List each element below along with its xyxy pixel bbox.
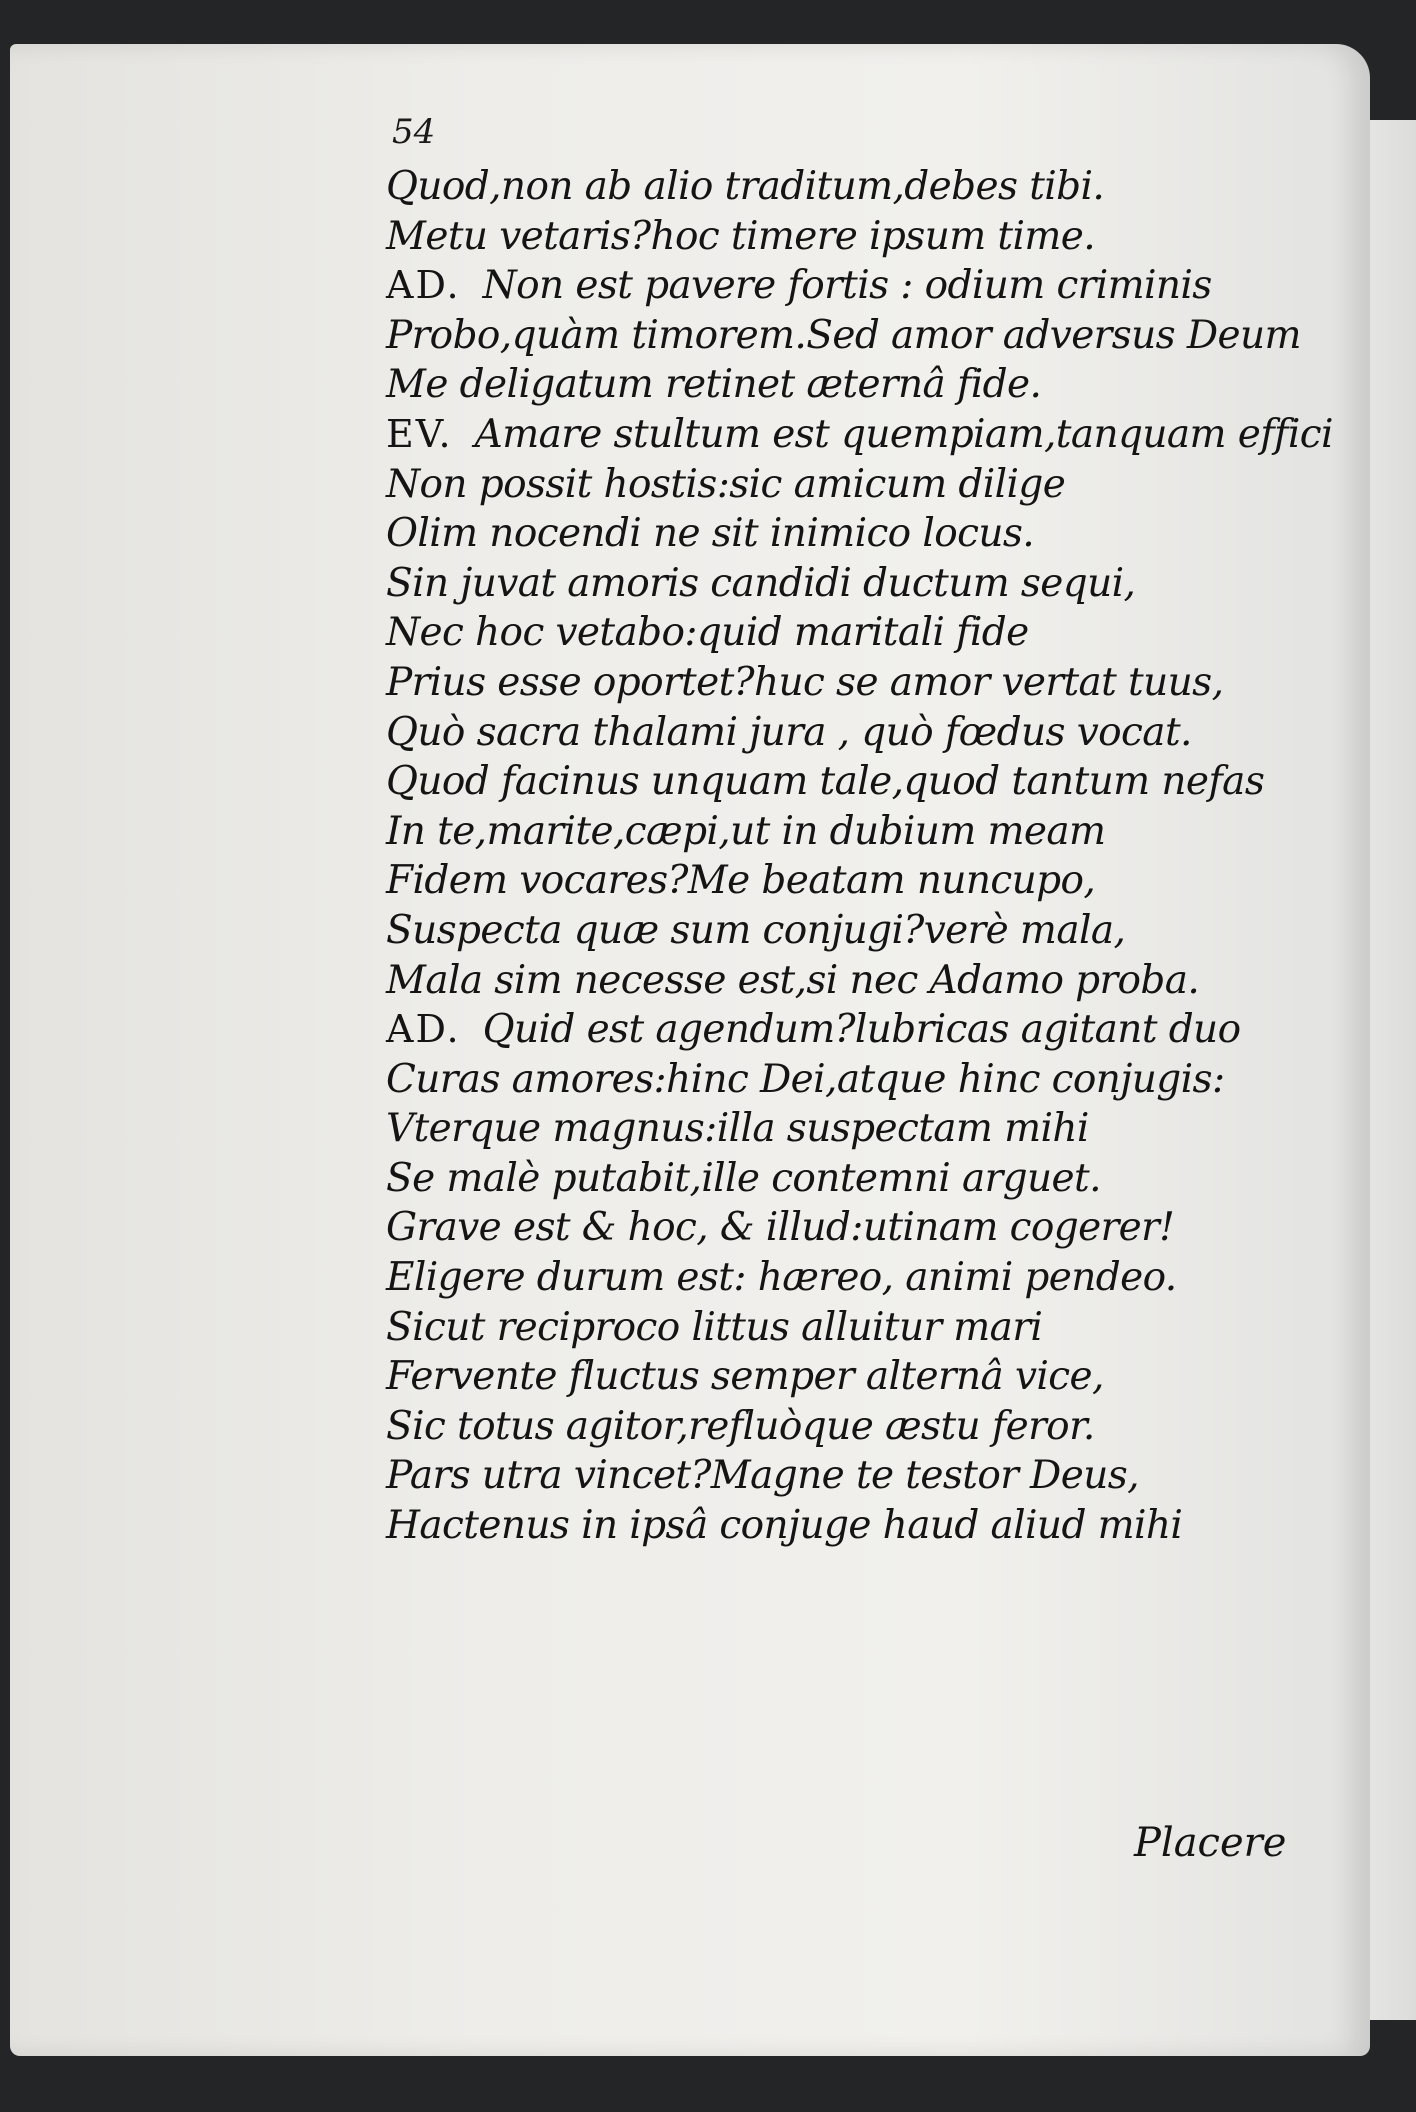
verse-line <box>386 410 1333 460</box>
verse-line <box>386 460 1286 510</box>
verse-line-text: Amare stultum est quempiam,tanquam effici <box>474 411 1333 457</box>
verse-line-text: Suspecta quæ sum conjugi?verè mala, <box>386 907 1126 953</box>
verse-line-text: Olim nocendi ne sit inimico locus. <box>386 511 1035 557</box>
verse-line <box>386 559 1286 609</box>
verse-line <box>386 162 1286 212</box>
verse-line-text: Quid est agendum?lubricas agitant duo <box>482 1007 1241 1053</box>
verse-line-text: Quod facinus unquam tale,quod tantum nefas <box>386 759 1265 805</box>
verse-line-text: Hactenus in ipsâ conjuge haud aliud mihi <box>386 1503 1183 1549</box>
verse-line-text: Prius esse oportet?huc se amor vertat tuus, <box>386 659 1224 705</box>
verse-line-text: Nec hoc vetabo:quid maritali fide <box>386 610 1029 656</box>
verse-line-text: Fidem vocares?Me beatam nuncupo, <box>386 858 1096 904</box>
verse-line <box>386 1501 1286 1551</box>
verse-line <box>386 906 1286 956</box>
verse-line <box>386 956 1286 1006</box>
verse-line <box>386 807 1286 857</box>
verse-line-text: Eligere durum est: hæreo, animi pendeo. <box>386 1255 1177 1301</box>
verse-line <box>386 509 1286 559</box>
verse-line-text: Quod,non ab alio traditum,debes tibi. <box>386 164 1105 209</box>
verse-line <box>386 1154 1286 1204</box>
verse-line-text: Vterque magnus:illa suspectam mihi <box>386 1106 1089 1152</box>
page-number: 54 <box>392 112 436 152</box>
speaker-label: EV. <box>386 411 453 456</box>
verse-line-text: Probo,quàm timorem.Sed amor adversus Deum <box>386 312 1301 358</box>
verse-line <box>386 1253 1286 1303</box>
verse-line-text: Metu vetaris?hoc timere ipsum time. <box>386 213 1095 259</box>
verse-line-text: Sicut reciproco littus alluitur mari <box>386 1304 1043 1350</box>
verse-line <box>386 1005 1286 1055</box>
verse-line <box>386 1303 1286 1353</box>
show-through-smudge <box>500 1874 511 1915</box>
verse-line <box>386 1055 1286 1105</box>
speaker-label: AD. <box>386 1007 461 1052</box>
speaker-label: AD. <box>386 263 461 308</box>
verse-line-text: Me deligatum retinet æternâ fide. <box>386 362 1042 408</box>
verse-line <box>386 1352 1286 1402</box>
catchword: Placere <box>1134 1820 1287 1866</box>
verse-line-text: Fervente fluctus semper alternâ vice, <box>386 1354 1104 1400</box>
verse-text <box>386 162 1333 1551</box>
verse-line <box>386 757 1286 807</box>
verse-line <box>386 658 1286 708</box>
verse-line-text: Mala sim necesse est,si nec Adamo proba. <box>386 957 1200 1003</box>
verse-line-text: Grave est & hoc, & illud:utinam cogerer! <box>386 1205 1175 1251</box>
verse-line <box>386 212 1286 262</box>
verse-line-text: Pars utra vincet?Magne te testor Deus, <box>386 1453 1139 1499</box>
verse-line-text: Quò sacra thalami jura , quò fœdus vocat. <box>386 709 1192 755</box>
verse-line-text: Curas amores:hinc Dei,atque hinc conjugis: <box>386 1056 1225 1102</box>
verse-line <box>386 608 1286 658</box>
verse-line <box>386 360 1286 410</box>
verse-line <box>386 1203 1286 1253</box>
verse-line <box>386 311 1301 361</box>
verse-line-text: Se malè putabit,ille contemni arguet. <box>386 1155 1101 1201</box>
verse-line <box>386 1451 1286 1501</box>
verse-line-text: In te,marite,cæpi,ut in dubium meam <box>386 808 1106 854</box>
verse-line <box>386 856 1286 906</box>
verse-line <box>386 1104 1286 1154</box>
verse-line-text: Non possit hostis:sic amicum dilige <box>386 461 1066 507</box>
verse-line <box>386 1402 1286 1452</box>
verse-line-text: Sic totus agitor,refluòque æstu feror. <box>386 1403 1095 1449</box>
verse-line <box>386 708 1286 758</box>
verse-line-text: Sin juvat amoris candidi ductum sequi, <box>386 560 1136 606</box>
verse-line <box>386 261 1286 311</box>
verse-line-text: Non est pavere fortis : odium criminis <box>482 263 1212 309</box>
